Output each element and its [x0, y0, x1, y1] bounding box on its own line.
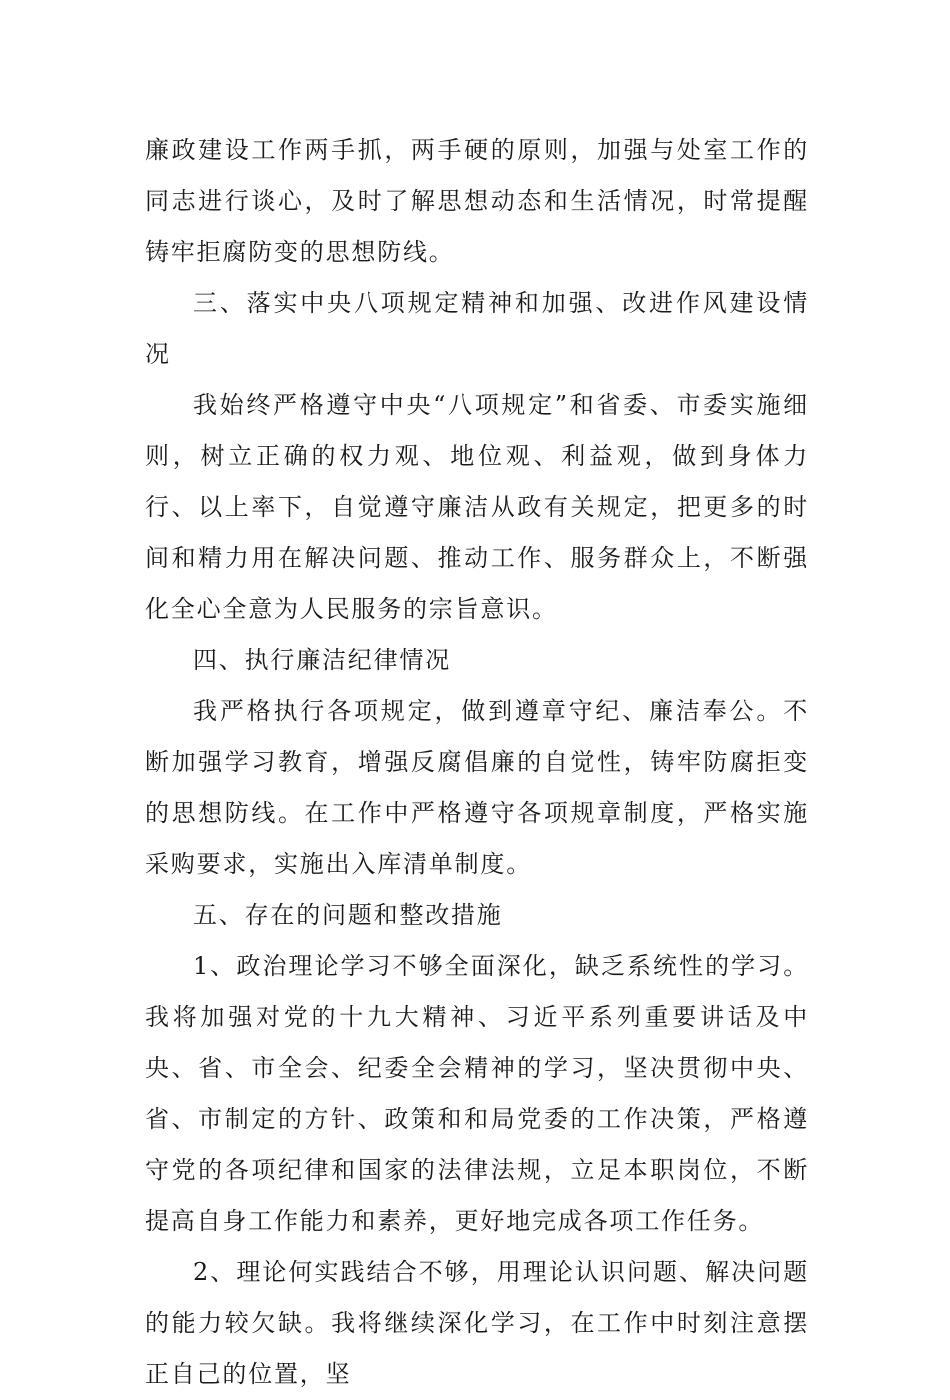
section-heading-5: 五、存在的问题和整改措施 [193, 901, 503, 929]
paragraph-issue-1: 1、政治理论学习不够全面深化，缺乏系统性的学习。我将加强对党的十九大精神、习近平系列重要讲话及中央、省、市全会、纪委全会精神的学习，坚决贯彻中央、省、市制定的方针、政策和和局党委的工作决策，严格遵守党的各项纪律和国家的法律法规，立足本职岗位，不断提高自身工作能力和素养，更好地完成各项工作任务。 [145, 952, 809, 1235]
paragraph-section-3: 我始终严格遵守中央“八项规定”和省委、市委实施细则，树立正确的权力观、地位观、利益观，做到身体力行、以上率下，自觉遵守廉洁从政有关规定，把更多的时间和精力用在解决问题、推动工作、服务群众上，不断强化全心全意为人民服务的宗旨意识。 [145, 391, 809, 623]
paragraph-issue-2: 2、理论何实践结合不够，用理论认识问题、解决问题的能力较欠缺。我将继续深化学习，在工作中时刻注意摆正自己的位置，坚 [145, 1258, 809, 1388]
paragraph-section-4: 我严格执行各项规定，做到遵章守纪、廉洁奉公。不断加强学习教育，增强反腐倡廉的自觉性，铸牢防腐拒变的思想防线。在工作中严格遵守各项规章制度，严格实施采购要求，实施出入库清单制度。 [145, 697, 809, 878]
section-heading-3: 三、落实中央八项规定精神和加强、改进作风建设情况 [145, 289, 809, 368]
document-body [145, 125, 809, 1400]
section-heading-4: 四、执行廉洁纪律情况 [193, 646, 451, 674]
paragraph-continuation: 廉政建设工作两手抓，两手硬的原则，加强与处室工作的同志进行谈心，及时了解思想动态和生活情况，时常提醒铸牢拒腐防变的思想防线。 [145, 136, 809, 266]
